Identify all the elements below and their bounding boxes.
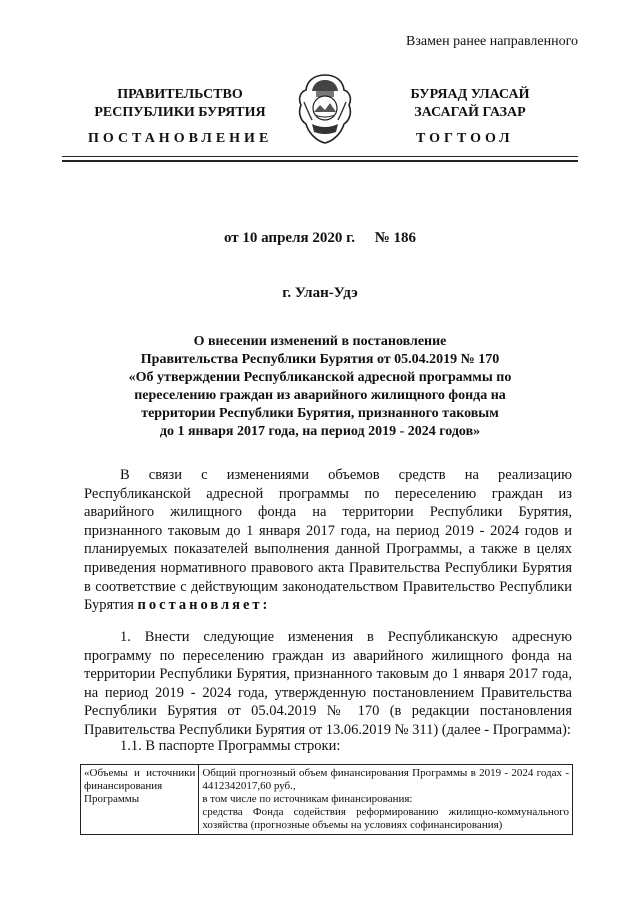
row-label-cell: «Объемы и источники финансирования Программы xyxy=(81,765,199,835)
header-right-line-1: БУРЯАД УЛАСАЙ xyxy=(410,87,530,102)
header-left-line-2: РЕСПУБЛИКИ БУРЯТИЯ xyxy=(94,105,266,120)
title-line: переселению граждан из аварийного жилищного фонда на xyxy=(134,388,506,403)
document-title xyxy=(100,333,540,441)
table-row xyxy=(81,765,573,835)
clause-1-text: 1. Внести следующие изменения в Республиканскую адресную программу по переселению граждан из аварийного жилищного фонда на территории Республики Бурятия, признанного таковым до 1 января 2017 года, на период 2019 - 2024 года, утвержденную постановлением Правительства Республики Бурятия от 05.04.2019 № 170 (в редакции постановления Правительства Республики Бурятия от 13.06.2019 № 311) (далее - Программа): xyxy=(84,629,572,738)
title-line: О внесении изменений в постановление xyxy=(193,334,447,349)
doc-type-buryat: ТОГТООЛ xyxy=(416,131,514,146)
row-value-cell xyxy=(199,765,573,835)
preamble-paragraph xyxy=(84,466,572,615)
doc-type-russian: ПОСТАНОВЛЕНИЕ xyxy=(88,131,273,146)
preamble-text: В связи с изменениями объемов средств на реализацию Республиканской адресной программы по переселению граждан из аварийного жилищного фонда на территории Республики Бурятия, признанного таковым до 1 января 2017 года, на период 2019 - 2024 годов и планируемых показателей выполнения данной Программы, а также в целях приведения нормативного правового акта Правительства Республики Бурятия в соответствие с действующим законодательством Правительство Республики Бурятия xyxy=(84,467,572,614)
header-rule-thin xyxy=(62,156,578,157)
document-number: № 186 xyxy=(374,230,417,246)
clause-1-1: 1.1. В паспорте Программы строки: xyxy=(120,738,341,754)
header-left xyxy=(80,86,280,122)
document-date: от 10 апреля 2020 г. xyxy=(223,230,355,246)
title-line: территории Республики Бурятия, признанного таковым xyxy=(141,406,499,421)
program-passport-table xyxy=(80,764,573,835)
value-line: в том числе по источникам финансирования: xyxy=(202,793,413,805)
replacement-note: Взамен ранее направленного xyxy=(405,34,578,49)
value-line: Общий прогнозный объем финансирования Программы в 2019 - 2024 годах - 4412342017,60 руб., xyxy=(202,767,569,792)
title-line: «Об утверждении Республиканской адресной программы по xyxy=(128,370,512,385)
value-line: средства Фонда содействия реформированию жилищно-коммунального хозяйства (прогнозные объемы на условиях софинансирования) xyxy=(202,806,569,831)
city: г. Улан-Удэ xyxy=(282,285,358,301)
coat-of-arms-icon xyxy=(294,72,356,146)
date-number-line xyxy=(0,230,640,247)
resolves-word: постановляет: xyxy=(137,597,271,614)
title-line: Правительства Республики Бурятия от 05.04.2019 № 170 xyxy=(140,352,500,367)
clause-1-paragraph xyxy=(84,628,572,740)
header-right xyxy=(375,86,565,122)
header-left-line-1: ПРАВИТЕЛЬСТВО xyxy=(117,87,243,102)
header-right-line-2: ЗАСАГАЙ ГАЗАР xyxy=(414,105,526,120)
header-rule-thick xyxy=(62,160,578,162)
title-line: до 1 января 2017 года, на период 2019 - 2024 годов» xyxy=(159,424,481,439)
